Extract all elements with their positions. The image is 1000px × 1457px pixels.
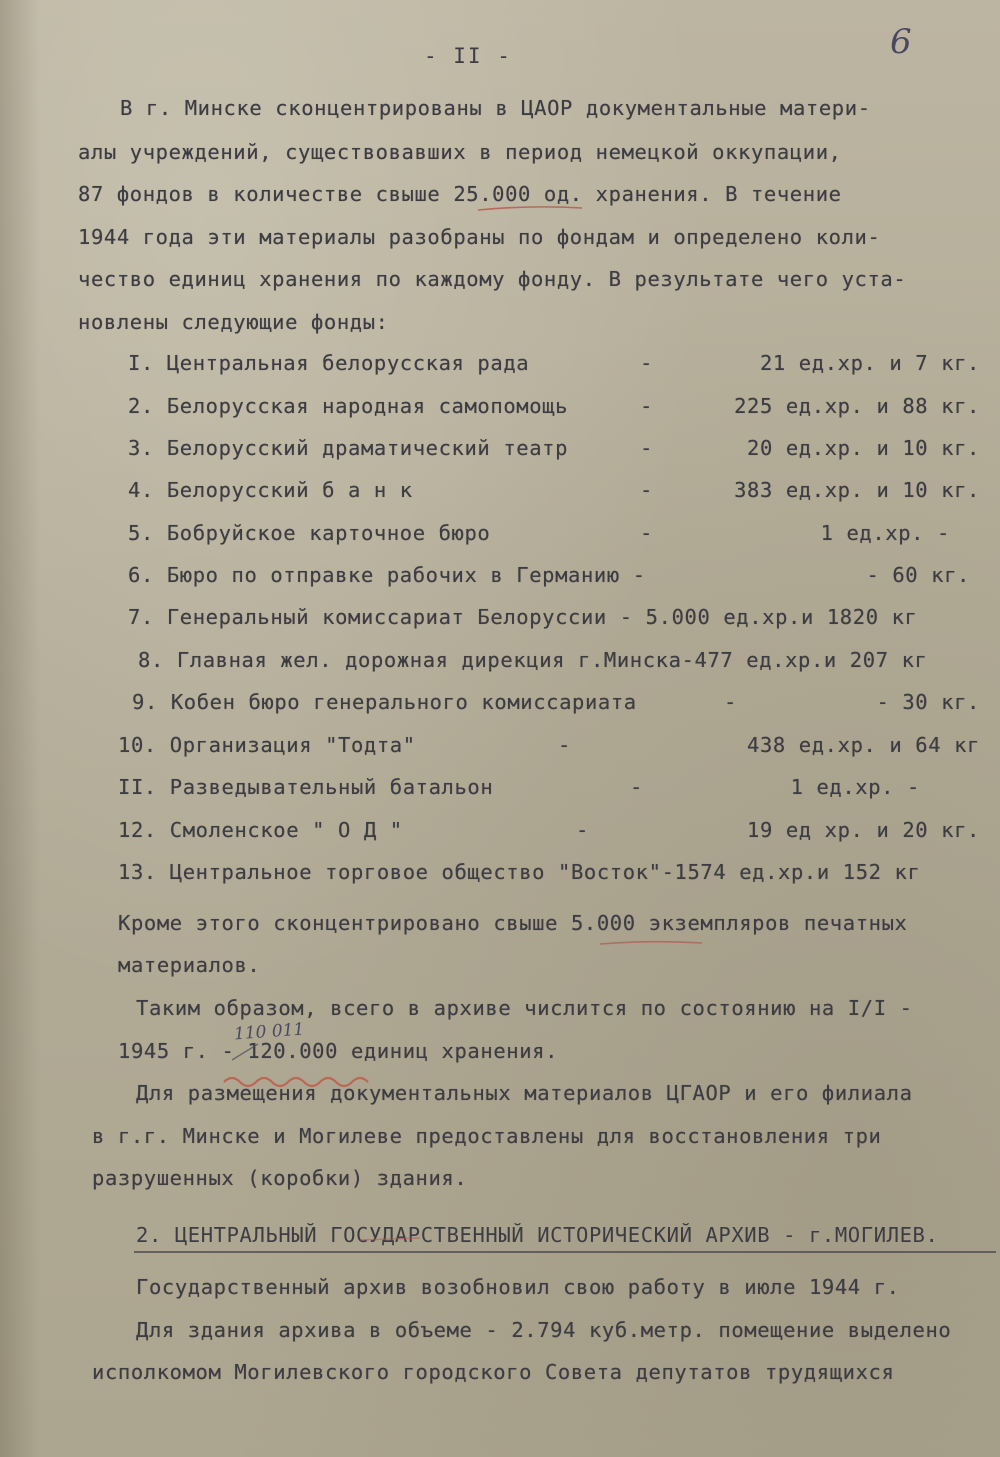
fond-row bbox=[128, 605, 980, 635]
section-2-heading: 2. ЦЕНТРАЛЬНЫЙ ГОСУДАРСТВЕННЫЙ ИСТОРИЧЕСКИЙ АРХИВ - г.МОГИЛЕВ. bbox=[136, 1223, 939, 1247]
fond-row bbox=[128, 351, 980, 381]
fond-name: I. Центральная белорусская рада bbox=[128, 351, 530, 375]
section-2-heading-underline bbox=[134, 1251, 996, 1253]
fond-row bbox=[138, 648, 980, 678]
paragraph-1-line-6: новлены следующие фонды: bbox=[78, 310, 389, 334]
paragraph-1-line-1: В г. Минске сконцентрированы в ЦАОР документальные матери- bbox=[120, 96, 871, 120]
fond-dash: - bbox=[558, 733, 571, 757]
fond-name: 6. Бюро по отправке рабочих в Германию - bbox=[128, 563, 646, 587]
red-underline-mark bbox=[600, 942, 702, 944]
fond-dash: - bbox=[640, 436, 653, 460]
fond-value: 438 ед.хр. и 64 кг bbox=[747, 733, 980, 757]
fond-row bbox=[132, 690, 980, 720]
paragraph-1-line-2: алы учреждений, существовавших в период немецкой оккупации, bbox=[78, 140, 842, 164]
fond-dash: - bbox=[640, 351, 653, 375]
fond-name: II. Разведывательный батальон bbox=[118, 775, 494, 799]
fond-row bbox=[128, 478, 980, 508]
fond-value: 1 ед.хр. - bbox=[790, 775, 920, 799]
fond-row bbox=[128, 563, 980, 593]
scan-edge-shadow bbox=[0, 0, 40, 1457]
fond-value: 1 ед.хр. - bbox=[820, 521, 950, 545]
fond-row bbox=[128, 394, 980, 424]
red-underline-mark bbox=[478, 207, 582, 210]
fond-name: 9. Кобен бюро генерального комиссариата bbox=[132, 690, 637, 714]
fond-name: 13. Центральное торговое общество "Восток"-1574 ед.хр.и 152 кг bbox=[118, 860, 921, 884]
paragraph-1-line-5: чество единиц хранения по каждому фонду. В результате чего уста- bbox=[78, 267, 907, 291]
paragraph-4-line-2: в г.г. Минске и Могилеве предоставлены для восстановления три bbox=[92, 1124, 882, 1148]
fond-dash: - bbox=[630, 775, 643, 799]
fond-dash: - bbox=[724, 690, 737, 714]
fond-value: 20 ед.хр. и 10 кг. bbox=[747, 436, 980, 460]
fond-value: 383 ед.хр. и 10 кг. bbox=[734, 478, 980, 502]
fond-name: 7. Генеральный комиссариат Белоруссии - 5.000 ед.хр.и 1820 кг bbox=[128, 605, 918, 629]
fond-row bbox=[128, 436, 980, 466]
fond-dash: - bbox=[640, 478, 653, 502]
fond-value: - 60 кг. bbox=[866, 563, 970, 587]
fond-row bbox=[128, 521, 980, 551]
paragraph-5-line-1: Государственный архив возобновил свою работу в июле 1944 г. bbox=[136, 1275, 900, 1299]
fond-name: 12. Смоленское " О Д " bbox=[118, 818, 403, 842]
fond-row bbox=[118, 818, 980, 848]
fond-value: 225 ед.хр. и 88 кг. bbox=[734, 394, 980, 418]
fond-name: 3. Белорусский драматический театр bbox=[128, 436, 569, 460]
fond-value: 21 ед.хр. и 7 кг. bbox=[759, 351, 980, 375]
page-number: - II - bbox=[424, 44, 512, 68]
fond-name: 5. Бобруйское карточное бюро bbox=[128, 521, 491, 545]
fond-dash: - bbox=[640, 394, 653, 418]
fond-row bbox=[118, 733, 980, 763]
paragraph-5-line-2: Для здания архива в объеме - 2.794 куб.метр. помещение выделено bbox=[136, 1318, 952, 1342]
fond-name: 2. Белорусская народная самопомощь bbox=[128, 394, 569, 418]
folio-number: 6 bbox=[890, 22, 912, 62]
fond-name: 10. Организация "Тодта" bbox=[118, 733, 416, 757]
handwritten-annotation: 110 011 bbox=[233, 1019, 305, 1045]
paragraph-1-line-4: 1944 года эти материалы разобраны по фондам и определено коли- bbox=[78, 225, 881, 249]
fond-value: 19 ед хр. и 20 кг. bbox=[747, 818, 980, 842]
fond-dash: - bbox=[576, 818, 589, 842]
paragraph-4-line-1: Для размещения документальных материалов ЦГАОР и его филиала bbox=[136, 1081, 913, 1105]
fond-dash: - bbox=[640, 521, 653, 545]
fond-row bbox=[118, 775, 980, 805]
paragraph-2-line-2: материалов. bbox=[118, 953, 261, 977]
fond-row bbox=[118, 860, 980, 890]
paragraph-3-line-1: Таким образом, всего в архиве числится по состоянию на I/I - bbox=[136, 996, 913, 1020]
fond-name: 8. Главная жел. дорожная дирекция г.Минска-477 ед.хр.и 207 кг bbox=[138, 648, 928, 672]
fond-value: - 30 кг. bbox=[876, 690, 980, 714]
paragraph-1-line-3: 87 фондов в количестве свыше 25.000 од. хранения. В течение bbox=[78, 182, 842, 206]
paragraph-3-line-2: 1945 г. - 120.000 единиц хранения. bbox=[118, 1039, 559, 1063]
paragraph-5-line-3: исполкомом Могилевского городского Совета депутатов трудящихся bbox=[92, 1360, 895, 1384]
paragraph-2-line-1: Кроме этого сконцентрировано свыше 5.000 экземпляров печатных bbox=[118, 911, 908, 935]
paragraph-4-line-3: разрушенных (коробки) здания. bbox=[92, 1166, 468, 1190]
fond-name: 4. Белорусский б а н к bbox=[128, 478, 413, 502]
